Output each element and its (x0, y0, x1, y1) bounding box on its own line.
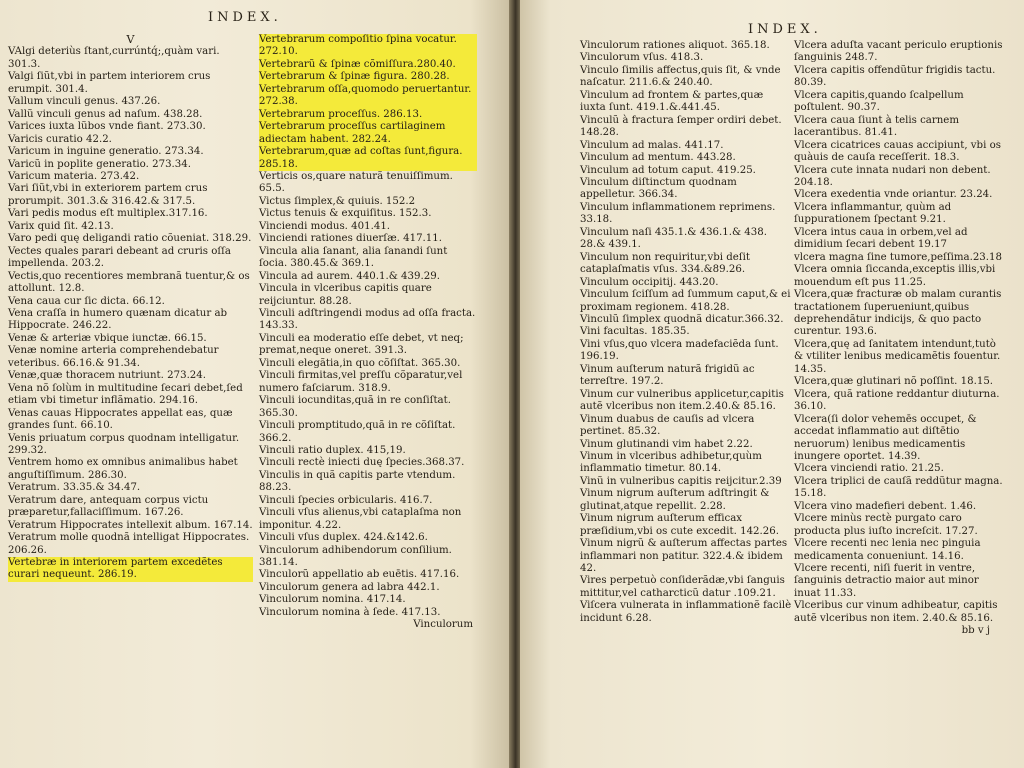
index-entry: Vincula ad aurem. 440.1.& 439.29. (259, 270, 440, 282)
index-entry: Vlcera capitis,quando ſcalpellum poſtulent. 90.37. (794, 89, 964, 114)
index-entry: Vincula in vlceribus capitis quare reijciuntur. 88.28. (259, 283, 432, 307)
index-entry: Vinum nigrum auſterum efficax præſidium,vbi os cute excedit. 142.26. (580, 513, 779, 537)
index-entry: Vinculorũ appellatio ab euētis. 417.16. (259, 569, 460, 581)
index-entry: Vinum nigrum auſterum adſtringit & glutinat,atque repellit. 2.28. (580, 488, 770, 512)
index-entry: Verticis os,quare naturã tenuiſſimum. 65.5. (259, 170, 453, 195)
index-entry: Vertebrarum compoſitio ſpina vocatur. 272.10. (259, 34, 477, 59)
index-entry: Vinculũ à fractura ſemper ordiri debet. 148.28. (580, 114, 782, 139)
index-entry: Vinculorum nomina à ſede. 417.13. (259, 606, 441, 618)
index-entry: Vinculorum adhibendorum conſilium. 381.14. (259, 544, 452, 569)
index-entry: Varices iuxta lũbos vnde fiant. 273.30. (8, 121, 206, 133)
index-entry: Vinculum ad malas. 441.17. (580, 139, 724, 151)
index-entry: Vinculorum genera ad labra 442.1. (259, 581, 440, 593)
index-entry: Varicum in inguine generatio. 273.34. (8, 146, 204, 158)
index-entry: Varix quid ſit. 42.13. (8, 220, 114, 232)
running-head-left: INDEX. (208, 10, 282, 25)
index-entry: Vertebrarum,quæ ad coſtas ſunt,figura. 285.18. (259, 146, 477, 171)
index-entry: Vlcere minùs rectè purgato caro producta plus iuſto increſcit. 17.27. (794, 513, 978, 537)
index-entry: Vlcera,quæ glutinari nõ poſſint. 18.15. (794, 376, 994, 388)
left-column-b (259, 34, 477, 632)
index-entry: Vlcera aduſta vacant periculo eruptionis ſanguinis 248.7. (794, 40, 1003, 64)
index-entry: Vinculi ſpecies orbicularis. 416.7. (259, 494, 433, 506)
index-entry: Vinculi adſtringendi modus ad oſſa fracta. 143.33. (259, 307, 476, 332)
index-entry: Vinculi vſus duplex. 424.&142.6. (259, 532, 428, 544)
index-entry: Vinculi rectè iniecti duę ſpecies.368.37. (259, 457, 465, 469)
index-entry: Vinculũ ſimplex quodnã dicatur.366.32. (580, 313, 784, 325)
index-entry: Vinculum ad mentum. 443.28. (580, 152, 736, 164)
index-entry: Venæ nomine arteria comprehendebatur veteribus. 66.16.& 91.34. (8, 345, 219, 369)
index-entry: Varicis curatio 42.2. (8, 133, 112, 145)
index-entry: Vari pedis modus eſt multiplex.317.16. (8, 208, 208, 220)
left-page (0, 0, 511, 768)
index-entry: Vena nõ ſolùm in multitudine ſecari debet,ſed etiam vbi timetur inflãmatio. 294.16. (8, 382, 243, 407)
index-entry: Vinculum naſi 435.1.& 436.1.& 438. 28.& 439.1. (580, 226, 767, 251)
index-entry: Veratrum Hippocrates intellexit album. 167.14. (8, 519, 253, 531)
index-entry: Vinculum inflammationem reprimens. 33.18. (580, 201, 776, 226)
index-entry: Vinculum ſciſſum ad ſummum caput,& ei proximam regionem. 418.28. (580, 289, 791, 313)
index-entry: Vari ſiũt,vbi in exteriorem partem crus prorumpit. 301.3.& 316.42.& 317.5. (8, 183, 208, 207)
index-entry: Valgi ſiũt,vbi in partem interiorem crus erumpit. 301.4. (8, 71, 211, 95)
index-entry: Vinum glutinandi vim habet 2.22. (580, 438, 753, 450)
index-entry: Viſcera vulnerata in inflammationẽ facilè incidunt 6.28. (580, 600, 792, 624)
index-entry: Vertebrarũ & ſpinæ cõmiſſura.280.40. (259, 59, 477, 71)
index-entry: Victus ſimplex,& quiuis. 152.2 (259, 195, 416, 207)
index-entry: Vinculi vſus alienus,vbi cataplaſma non imponitur. 4.22. (259, 507, 462, 531)
index-entry: Vinculi ea moderatio eſſe debet, vt neq; premat,neque oneret. 391.3. (259, 332, 464, 357)
index-entry: Vinculi elegãtia,in quo cõſiſtat. 365.30. (259, 357, 461, 369)
index-entry: Vlcera cicatrices cauas accipiunt, vbi os quàuis de cauſa receſſerit. 18.3. (794, 139, 1001, 164)
index-entry: Vinculi promptitudo,quã in re cõſiſtat. 366.2. (259, 420, 456, 444)
index-entry: Venis priuatum corpus quodnam intelligatur. 299.32. (8, 432, 240, 456)
index-entry: Vinculum diſtinctum quodnam appelletur. 366.34. (580, 176, 737, 201)
index-entry: Vires perpetuò conſiderãdæ,vbi ſanguis mittitur,vel catharcticũ datur .109.21. (580, 575, 785, 599)
index-entry: Vlcere recenti, niſi fuerit in ventre, ſanguinis detractio maior aut minor inuat 11.33. (794, 563, 979, 599)
index-entry: Veratrum dare, antequam corpus victu præparetur,fallaciſſimum. 167.26. (8, 494, 209, 519)
index-entry: Vinum duabus de cauſis ad vlcera pertinet. 85.32. (580, 413, 755, 438)
section-letter: V (126, 33, 135, 46)
index-entry: Vinculum non requiritur,vbi deſit cataplaſmatis vſus. 334.&89.26. (580, 251, 750, 276)
index-entry: Vinum auſterum naturã frigidũ ac terreſtre. 197.2. (580, 363, 755, 388)
index-entry: Vena craſſa in humero quænam dicatur ab Hippocrate. 246.22. (8, 307, 228, 332)
right-column-b (794, 40, 1006, 638)
index-entry: Vincula alia ſanant, alia ſanandi ſunt ſocia. 380.45.& 369.1. (259, 245, 448, 270)
index-entry: Vini facultas. 185.35. (580, 326, 690, 338)
index-entry: Vinculi iocunditas,quã in re conſiſtat. 365.30. (259, 395, 451, 419)
index-entry: Vlcera vino madefieri debent. 1.46. (794, 500, 977, 512)
index-entry: Vinculi ratio duplex. 415,19. (259, 444, 406, 456)
index-entry: Vinciendi rationes diuerſæ. 417.11. (259, 233, 443, 245)
index-entry: Vlcere recenti nec lenia nec pinguia medicamenta conueniunt. 14.16. (794, 538, 981, 562)
index-entry: Vlcera caua ſiunt à telis carnem lacerantibus. 81.41. (794, 114, 959, 139)
index-entry: Ventrem homo ex omnibus animalibus habet anguſtiſſimum. 286.30. (8, 457, 238, 481)
index-entry: Vinculum occipitij. 443.20. (580, 276, 719, 288)
index-entry: Vlcera capitis offendũtur frigidis tactu. 80.39. (794, 64, 996, 89)
index-entry: Vertebrarum & ſpinæ figura. 280.28. (259, 71, 477, 83)
right-column-a (580, 40, 792, 625)
index-entry: Vertebrarum oſſa,quomodo peruertantur. 272.38. (259, 84, 477, 109)
index-entry: Vinum in vlceribus adhibetur,quùm inflammatio timetur. 80.14. (580, 450, 762, 475)
index-entry: Vlcera inflammantur, quùm ad ſuppurationem ſpectant 9.21. (794, 201, 952, 226)
index-entry: Varo pedi quę deligandi ratio cõueniat. 318.29. (8, 233, 252, 245)
right-page (520, 0, 1024, 768)
index-entry: Victus tenuis & exquiſitus. 152.3. (259, 208, 432, 220)
index-entry: Vallum vinculi genus. 437.26. (8, 96, 161, 108)
index-entry: Vinum nigrũ & auſterum affectas partes inflammari non patitur. 322.4.& ibidem 42. (580, 538, 788, 575)
index-entry: Vertebræ in interiorem partem excedẽtes curari nequeunt. 286.19. (8, 557, 253, 582)
index-entry: Varicum materia. 273.42. (8, 170, 140, 182)
index-entry: Vinciendi modus. 401.41. (259, 220, 391, 232)
index-entry: Vertebrarum proceſſus. 286.13. (259, 109, 477, 121)
index-entry: Venæ & arteriæ vbique iunctæ. 66.15. (8, 332, 207, 344)
index-entry: VAlgi deteriùs ſtant,currúntq́;,quàm vari. 301.3. (8, 46, 220, 70)
index-entry: Vlcera, quã ratione reddantur diuturna. 36.10. (794, 388, 1000, 413)
index-entry: Vlcera,quę ad ſanitatem intendunt,tutò & vtiliter lenibus medicamẽtis fouentur. 14.35. (794, 338, 1001, 375)
index-entry: Vinculorum vſus. 418.3. (580, 52, 704, 64)
index-entry: Vinculum ad totum caput. 419.25. (580, 164, 756, 176)
index-entry: Vinculo ſimilis affectus,quis ſit, & vnde naſcatur. 211.6.& 240.40. (580, 64, 781, 89)
index-entry: Vectes quales parari debeant ad cruris oſſa impellenda. 203.2. (8, 245, 231, 270)
index-entry: Vertebrarum proceſſus cartilaginem adiectam habent. 282.24. (259, 121, 477, 146)
index-entry: Veratrum molle quodnã intelligat Hippocrates. 206.26. (8, 532, 250, 556)
index-entry: Vini vſus,quo vlcera madefaciẽda ſunt. 196.19. (580, 338, 779, 363)
index-entry: Vinculi firmitas,vel preſſu cõparatur,vel numero faſciarum. 318.9. (259, 370, 463, 394)
index-entry: Venas cauas Hippocrates appellat eas, quæ grandes ſunt. 66.10. (8, 407, 233, 432)
catchword: Vinculorum (413, 619, 473, 631)
index-entry: Vallũ vinculi genus ad naſum. 438.28. (8, 108, 203, 120)
index-entry: Vena caua cur ſic dicta. 66.12. (8, 295, 165, 307)
index-entry: Vlcera(ſi dolor vehemēs occupet, & accedat inflammatio aut diſtētio neruorum) lenibus medicamentis inungere oportet. 14.39. (794, 413, 977, 462)
index-entry: Varicũ in poplite generatio. 273.34. (8, 158, 191, 170)
index-entry: Vinculum ad frontem & partes,quæ iuxta ſunt. 419.1.&.441.45. (580, 89, 764, 114)
index-entry: Vlcera cute innata nudari non debent. 204.18. (794, 164, 991, 188)
index-entry: Vlcera intus caua in orbem,vel ad dimidium ſecari debent 19.17 (794, 226, 968, 251)
index-entry: Vinculis in quã capitis parte vtendum. 88.23. (259, 469, 456, 494)
running-head-right: INDEX. (748, 22, 822, 37)
index-entry: Vlceribus cur vinum adhibeatur, capitis autẽ vlceribus non item. 2.40.& 85.16. (794, 600, 998, 624)
index-entry: Vlcera triplici de cauſã reddũtur magna. 15.18. (794, 475, 1003, 500)
index-entry: Vectis,quo recentiores membranã tuentur,& os attollunt. 12.8. (8, 270, 250, 295)
index-entry: Veratrum. 33.35.& 34.47. (8, 482, 141, 494)
index-entry: Vinum cur vulneribus applicetur,capitis autẽ vlceribus non item.2.40.& 85.16. (580, 388, 784, 413)
index-entry: Vinũ in vulneribus capitis reijcitur.2.39 (580, 475, 782, 487)
index-entry: Vlcera omnia ſiccanda,exceptis illis,vbi mouendum eſt pus 11.25. (794, 264, 996, 288)
index-entry: Vlcera vinciendi ratio. 21.25. (794, 463, 944, 475)
index-entry: Vlcera,quæ fracturæ ob malam curantis tractationem ſuperueniunt,quibus deprehendãtur indicijs, & quo pacto curentur. 193.6. (794, 289, 1002, 338)
index-entry: Venæ,quæ thoracem nutriunt. 273.24. (8, 370, 207, 382)
index-entry: Vinculorum rationes aliquot. 365.18. (580, 40, 770, 51)
index-entry: Vlcera exedentia vnde oriantur. 23.24. (794, 189, 993, 201)
left-column-a (8, 34, 253, 582)
index-entry: Vinculorum nomina. 417.14. (259, 594, 406, 606)
signature-mark: bb v j (961, 625, 990, 637)
index-entry: vlcera magna ſine tumore,peſſima.23.18 (794, 251, 1002, 263)
